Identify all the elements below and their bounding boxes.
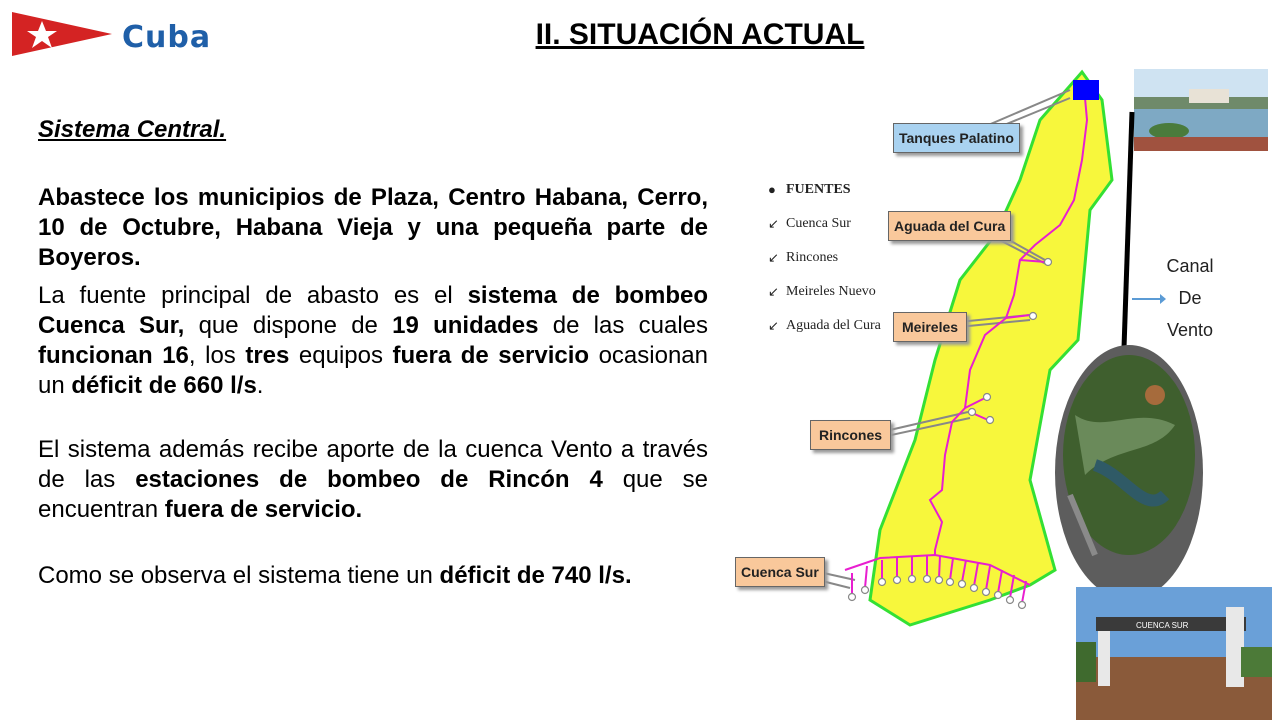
dot-icon: ● [768, 182, 776, 197]
label-cuenca-sur: Cuenca Sur [735, 557, 825, 587]
section-subtitle: Sistema Central. [38, 116, 227, 143]
photo-tanques-palatino [1134, 69, 1268, 151]
paragraph-municipios: Abastece los municipios de Plaza, Centro Habana, Cerro, 10 de Octubre, Habana Vieja y una pequeña parte de Boyeros. [38, 184, 708, 271]
cuba-logo [12, 8, 237, 60]
tank-icon [1073, 80, 1099, 100]
text-column [38, 115, 708, 591]
pin-icon: ↙ [768, 318, 779, 333]
map-legend [768, 182, 881, 352]
legend-item: ↙ Rincones [768, 250, 839, 265]
paragraph-deficit: Como se observa el sistema tiene un déficit de 740 l/s. [38, 562, 632, 589]
arrow-right-icon [1130, 292, 1166, 306]
canal-de-vento-label: Canal De Vento [1166, 256, 1214, 340]
legend-item: ↙ Meireles Nuevo [768, 284, 876, 299]
logo-text: Cuba [122, 20, 212, 55]
pin-icon: ↙ [768, 284, 779, 299]
pointer-line [1118, 110, 1138, 350]
paragraph-vento: El sistema además recibe aporte de la cuenca Vento a través de las estaciones de bombeo de Rincón 4 que se encuentran fuera de servicio. [38, 436, 708, 523]
svg-text:CUENCA SUR: CUENCA SUR [1136, 621, 1189, 630]
legend-item: ↙ Cuenca Sur [768, 216, 851, 231]
flag-icon [12, 8, 112, 60]
legend-item: ↙ Aguada del Cura [768, 318, 881, 333]
legend-heading: ● FUENTES [768, 182, 851, 197]
pin-icon: ↙ [768, 216, 779, 231]
label-meireles: Meireles [893, 312, 967, 342]
aerial-photo-vento [1055, 345, 1203, 600]
photo-cuenca-sur-entrance [1076, 587, 1272, 720]
paragraph-fuente: La fuente principal de abasto es el sistema de bombeo Cuenca Sur, que dispone de 19 unidades de las cuales funcionan 16, los tres equipos fuera de servicio ocasionan un déficit de 660 l/s. [38, 282, 709, 399]
label-rincones: Rincones [810, 420, 891, 450]
label-tanques-palatino: Tanques Palatino [893, 123, 1020, 153]
label-aguada-del-cura: Aguada del Cura [888, 211, 1011, 241]
page-title: II. SITUACIÓN ACTUAL [535, 18, 865, 51]
pin-icon: ↙ [768, 250, 779, 265]
